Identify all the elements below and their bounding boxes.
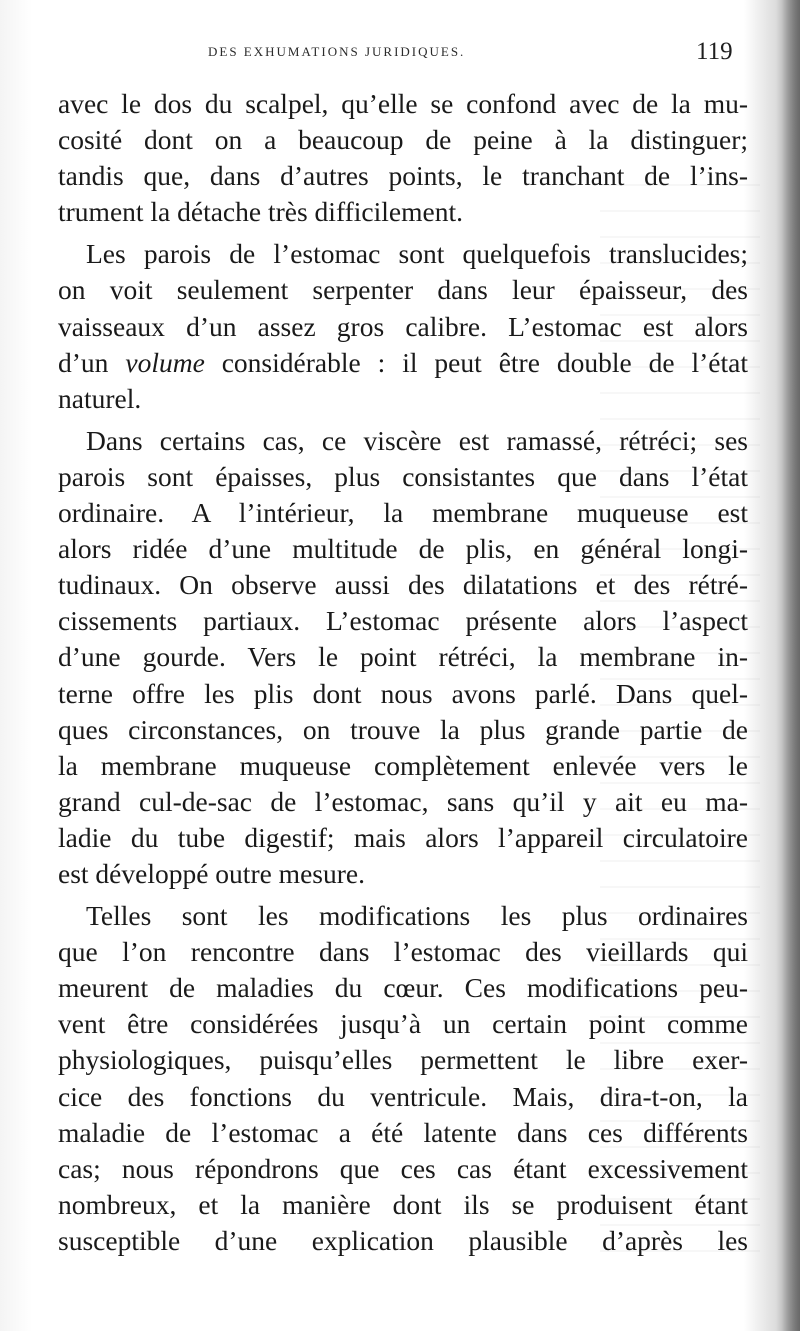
page-header — [208, 38, 768, 80]
text-line-with-emphasis — [58, 345, 748, 381]
text-line: meurent de maladies du cœur. Ces modifications peu- — [58, 972, 748, 1004]
text-line: alors ridée d’une multitude de plis, en général longi- — [58, 533, 748, 565]
text-line: la membrane muqueuse complètement enlevée vers le — [58, 749, 748, 781]
text-line: cosité dont on a beaucoup de peine à la distinguer; — [58, 124, 748, 156]
text-line: ordinaire. A l’intérieur, la membrane muqueuse est — [58, 497, 748, 529]
text-line: on voit seulement serpenter dans leur épaisseur, des — [58, 274, 748, 306]
text-line: Les parois de l’estomac sont quelquefois translucides; — [86, 238, 748, 270]
text-line: cas; nous répondrons que ces cas étant excessivement — [58, 1152, 748, 1184]
text-fragment: considérable : il peut être double de l’état — [221, 346, 749, 378]
text-line: ques circonstances, on trouve la plus grande partie de — [58, 713, 748, 745]
text-line: est développé outre mesure. — [58, 857, 365, 889]
page-edge-shadow — [782, 0, 800, 1331]
text-line: tandis que, dans d’autres points, le tranchant de l’ins- — [58, 160, 748, 192]
text-line: susceptible d’une explication plausible d’après les — [58, 1224, 748, 1256]
text-line: d’une gourde. Vers le point rétréci, la membrane in- — [58, 641, 748, 673]
text-line: Dans certains cas, ce viscère est ramassé, rétréci; ses — [86, 424, 748, 456]
text-line: vent être considérées jusqu’à un certain point comme — [58, 1008, 748, 1040]
text-line: nombreux, et la manière dont ils se produisent étant — [58, 1188, 748, 1220]
text-line: grand cul-de-sac de l’estomac, sans qu’il y ait eu ma- — [58, 785, 748, 817]
text-line: que l’on rencontre dans l’estomac des vieillards qui — [58, 936, 748, 968]
text-line: ladie du tube digestif; mais alors l’appareil circulatoire — [58, 821, 748, 853]
paragraph-3 — [58, 423, 748, 892]
running-head: DES EXHUMATIONS JURIDIQUES. — [208, 44, 466, 59]
text-line: terne offre les plis dont nous avons parlé. Dans quel- — [58, 677, 748, 709]
text-fragment: d’un — [58, 346, 109, 378]
page-number: 119 — [696, 38, 733, 65]
paragraph-4 — [58, 898, 748, 1259]
paragraph-2 — [58, 236, 748, 416]
text-line: cice des fonctions du ventricule. Mais, dira-t-on, la — [58, 1080, 748, 1112]
text-line: maladie de l’estomac a été latente dans ces différents — [58, 1116, 748, 1148]
text-line: parois sont épaisses, plus consistantes que dans l’état — [58, 460, 748, 492]
text-line: naturel. — [58, 382, 142, 414]
paragraph-1 — [58, 86, 748, 230]
text-line: physiologiques, puisqu’elles permettent le libre exer- — [58, 1044, 748, 1076]
text-line: vaisseaux d’un assez gros calibre. L’estomac est alors — [58, 310, 748, 342]
body-text — [58, 86, 748, 1265]
text-line: tudinaux. On observe aussi des dilatations et des rétré- — [58, 569, 748, 601]
text-line: avec le dos du scalpel, qu’elle se confond avec de la mu- — [58, 88, 748, 119]
text-line: cissements partiaux. L’estomac présente alors l’aspect — [58, 605, 748, 637]
emphasized-word: volume — [125, 346, 205, 378]
text-line: trument la détache très difficilement. — [58, 196, 463, 228]
text-line: Telles sont les modifications les plus ordinaires — [86, 900, 748, 932]
